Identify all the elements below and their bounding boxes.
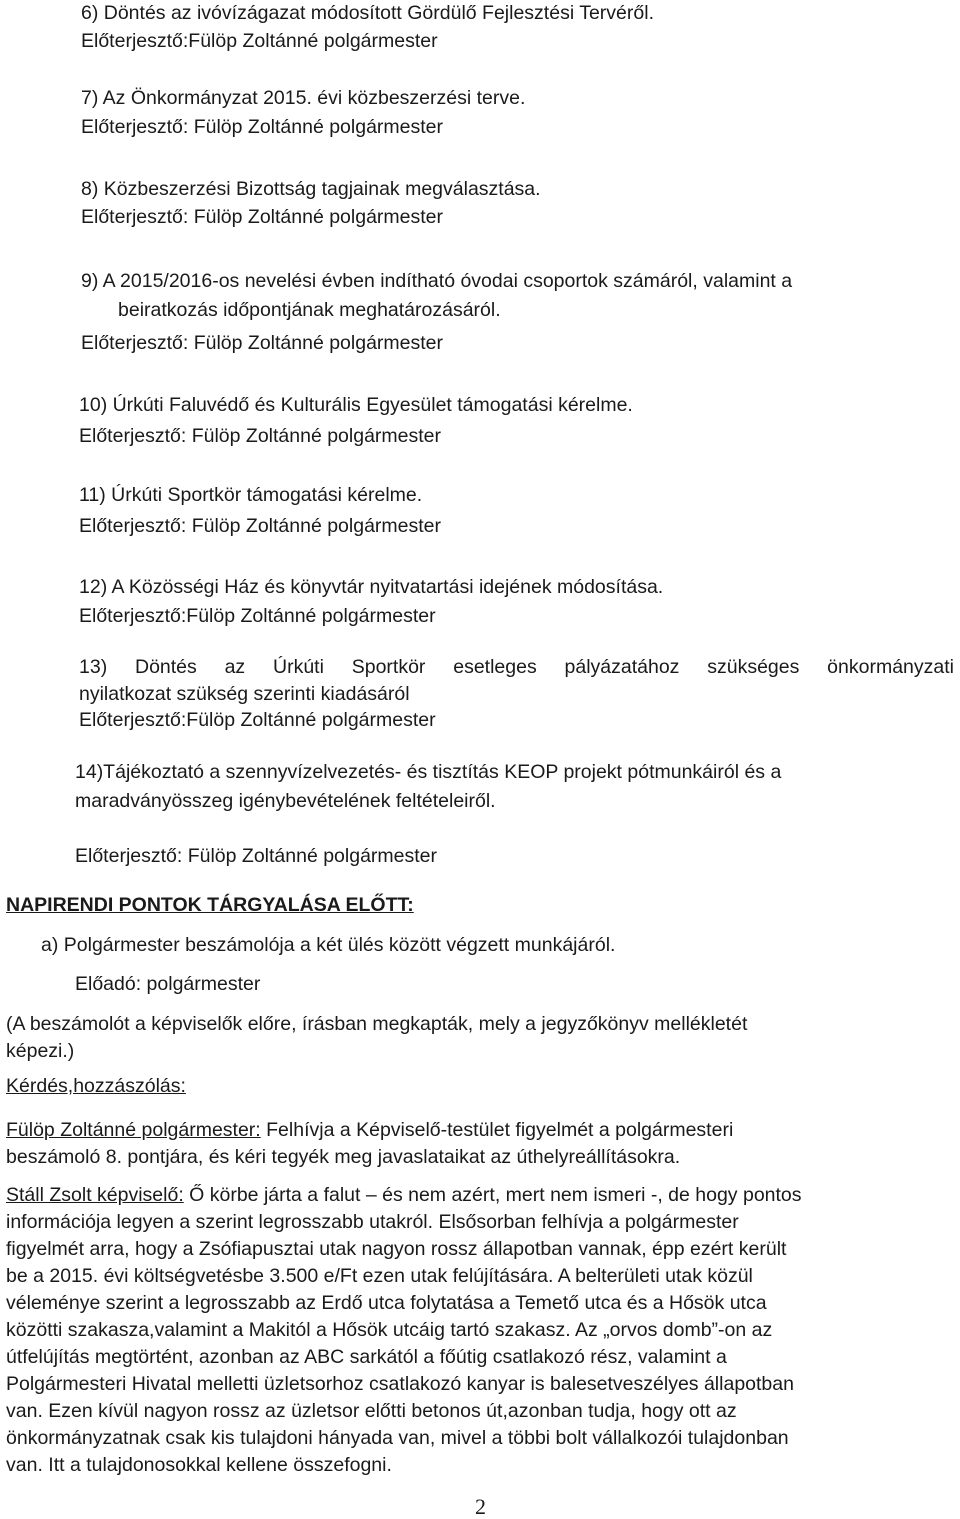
councillor-statement-line: figyelmét arra, hogy a Zsófiapusztai utak nagyon rossz állapotban vannak, épp ezért került xyxy=(6,1238,787,1260)
councillor-statement xyxy=(6,1186,802,1206)
councillor-statement-line: útfelújítás megtörtént, azonban az ABC sarkától a főútig csatlakozó rész, valamint a xyxy=(6,1346,727,1368)
agenda-item-7-title: 7) Az Önkormányzat 2015. évi közbeszerzési terve. xyxy=(81,87,526,109)
pre-agenda-item-a-presenter: Előadó: polgármester xyxy=(75,973,261,995)
report-note-cont: képezi.) xyxy=(6,1040,75,1062)
councillor-statement-line: Polgármesteri Hivatal melletti üzletsorhoz csatlakozó kanyar is balesetveszélyes állapotban xyxy=(6,1373,794,1395)
agenda-item-10-presenter: Előterjesztő: Fülöp Zoltánné polgármester xyxy=(79,425,442,447)
agenda-item-13-title: 13) Döntés az Úrkúti Sportkör esetleges pályázatához szükséges önkormányzati xyxy=(79,656,954,678)
speaker-mayor: Fülöp Zoltánné polgármester: xyxy=(6,1119,261,1141)
agenda-item-6-title: 6) Döntés az ivóvízágazat módosított Gördülő Fejlesztési Tervéről. xyxy=(81,2,654,24)
report-note: (A beszámolót a képviselők előre, írásban megkapták, mely a jegyzőkönyv mellékletét xyxy=(6,1013,748,1035)
councillor-statement-line: véleménye szerint a legrosszabb az Erdő utca folytatása a Temető utca és a Hősök utca xyxy=(6,1292,767,1314)
agenda-item-6-presenter: Előterjesztő:Fülöp Zoltánné polgármester xyxy=(81,30,438,52)
agenda-item-7-presenter: Előterjesztő: Fülöp Zoltánné polgármester xyxy=(81,116,444,138)
agenda-item-10-title: 10) Úrkúti Faluvédő és Kulturális Egyesület támogatási kérelme. xyxy=(79,394,633,416)
agenda-item-9-presenter: Előterjesztő: Fülöp Zoltánné polgármester xyxy=(81,332,444,354)
agenda-item-9-title: 9) A 2015/2016-os nevelési évben indítható óvodai csoportok számáról, valamint a xyxy=(81,270,793,292)
mayor-statement xyxy=(6,1121,733,1141)
councillor-statement-line: van. Itt a tulajdonosokkal kellene összefogni. xyxy=(6,1454,392,1476)
councillor-statement-text: Ő körbe járta a falut – és nem azért, mert nem ismeri -, de hogy pontos xyxy=(183,1184,802,1206)
agenda-item-14-title-cont: maradványösszeg igénybevételének feltételeiről. xyxy=(75,790,496,812)
agenda-item-13-title-cont: nyilatkozat szükség szerinti kiadásáról xyxy=(79,683,410,705)
agenda-item-11-title: 11) Úrkúti Sportkör támogatási kérelme. xyxy=(79,484,423,506)
agenda-item-13-presenter: Előterjesztő:Fülöp Zoltánné polgármester xyxy=(79,709,436,731)
agenda-item-12-title: 12) A Közösségi Ház és könyvtár nyitvatartási idejének módosítása. xyxy=(79,576,664,598)
councillor-statement-line: információja legyen a szerint legrosszabb utakról. Elsősorban felhívja a polgármester xyxy=(6,1211,739,1233)
questions-heading: Kérdés,hozzászólás: xyxy=(6,1075,186,1097)
agenda-item-14-title: 14)Tájékoztató a szennyvízelvezetés- és tisztítás KEOP projekt pótmunkáiról és a xyxy=(75,761,782,783)
agenda-item-8-presenter: Előterjesztő: Fülöp Zoltánné polgármester xyxy=(81,206,444,228)
agenda-item-12-presenter: Előterjesztő:Fülöp Zoltánné polgármester xyxy=(79,605,436,627)
councillor-statement-line: önkormányzatnak csak kis tulajdoni hányada van, mivel a többi bolt vállalkozói tulajdonban xyxy=(6,1427,789,1449)
agenda-item-11-presenter: Előterjesztő: Fülöp Zoltánné polgármester xyxy=(79,515,442,537)
pre-agenda-item-a: a) Polgármester beszámolója a két ülés között végzett munkájáról. xyxy=(41,934,616,956)
speaker-councillor: Stáll Zsolt képviselő: xyxy=(6,1184,184,1206)
page-number: 2 xyxy=(475,1494,486,1519)
agenda-item-8-title: 8) Közbeszerzési Bizottság tagjainak megválasztása. xyxy=(81,178,541,200)
councillor-statement-line: van. Ezen kívül nagyon rossz az üzletsor előtti betonos út,azonban tudja, hogy ott az xyxy=(6,1400,737,1422)
councillor-statement-line: be a 2015. évi költségvetésbe 3.500 e/Ft ezen utak felújítására. A belterületi utak közül xyxy=(6,1265,753,1287)
councillor-statement-line: közötti szakasza,valamint a Makitól a Hősök utcáig tartó szakasz. Az „orvos domb”-on az xyxy=(6,1319,773,1341)
mayor-statement-text: Felhívja a Képviselő-testület figyelmét a polgármesteri xyxy=(260,1119,734,1141)
agenda-item-9-title-cont: beiratkozás időpontjának meghatározásáról. xyxy=(118,299,501,321)
section-heading: NAPIRENDI PONTOK TÁRGYALÁSA ELŐTT: xyxy=(6,894,414,916)
mayor-statement-cont: beszámoló 8. pontjára, és kéri tegyék meg javaslataikat az úthelyreállításokra. xyxy=(6,1146,681,1168)
agenda-item-14-presenter: Előterjesztő: Fülöp Zoltánné polgármester xyxy=(75,845,438,867)
